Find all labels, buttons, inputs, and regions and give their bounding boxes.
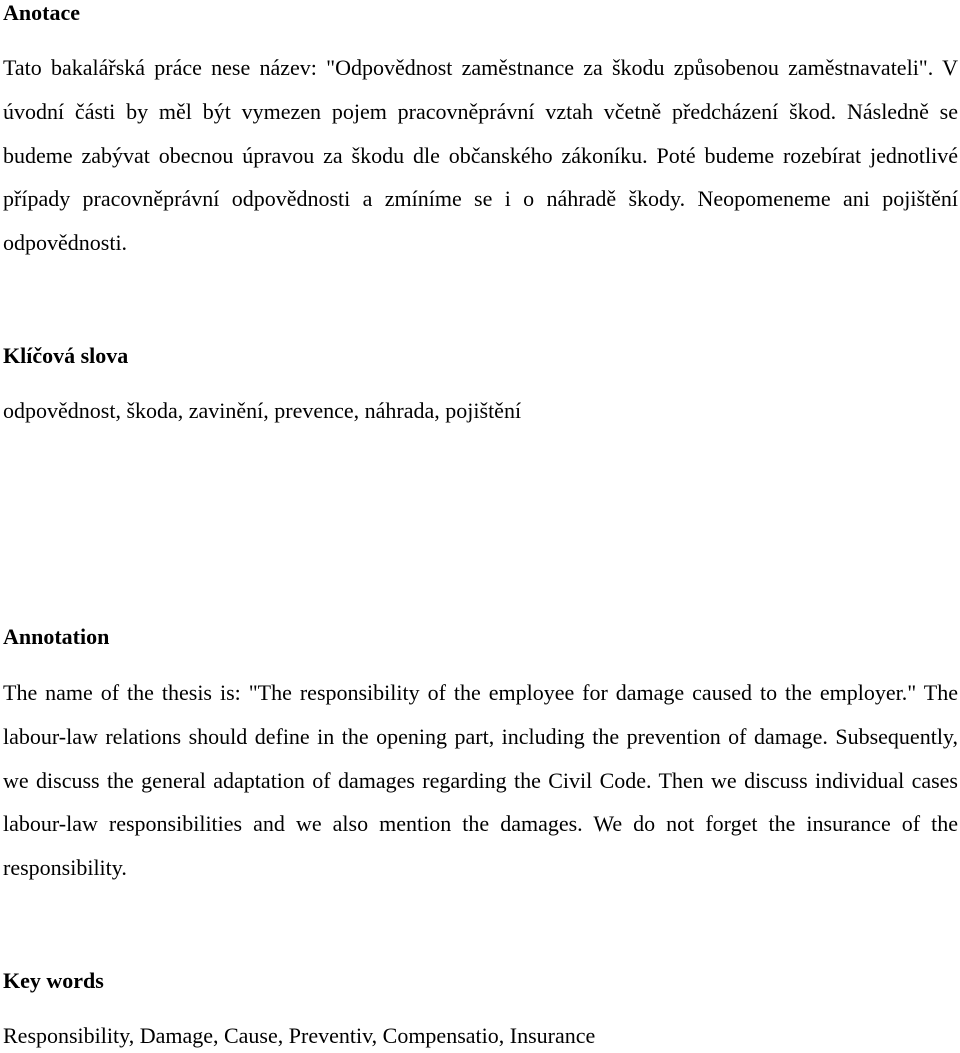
annotation-text: The name of the thesis is: "The responsibility of the employee for damage caused to the employer." The labour-law relations should define in the opening part, including the prevention of damage. Subsequently, we discuss the general adaptation of damages regarding the Civil Code. Then we discuss individual cases labour-law responsibilities and we also mention the damages. We do not forget the insurance of the responsibility. bbox=[3, 680, 958, 881]
klicova-slova-text: odpovědnost, škoda, zavinění, prevence, náhrada, pojištění bbox=[3, 398, 522, 423]
klicova-slova-heading: Klíčová slova bbox=[3, 343, 129, 368]
key-words-heading: Key words bbox=[3, 968, 104, 993]
anotace-heading: Anotace bbox=[3, 0, 80, 25]
key-words-text: Responsibility, Damage, Cause, Preventiv, Compensatio, Insurance bbox=[3, 1023, 596, 1048]
annotation-heading: Annotation bbox=[3, 624, 110, 649]
anotace-text: Tato bakalářská práce nese název: "Odpovědnost zaměstnance za škodu způsobenou zaměstnavateli". V úvodní části by měl být vymezen pojem pracovněprávní vztah včetně předcházení škod. Následně se budeme zabývat obecnou úpravou za škodu dle občanského zákoníku. Poté budeme rozebírat jednotlivé případy pracovněprávní odpovědnosti a zmíníme se i o náhradě škody. Neopomeneme ani pojištění odpovědnosti. bbox=[3, 55, 958, 256]
